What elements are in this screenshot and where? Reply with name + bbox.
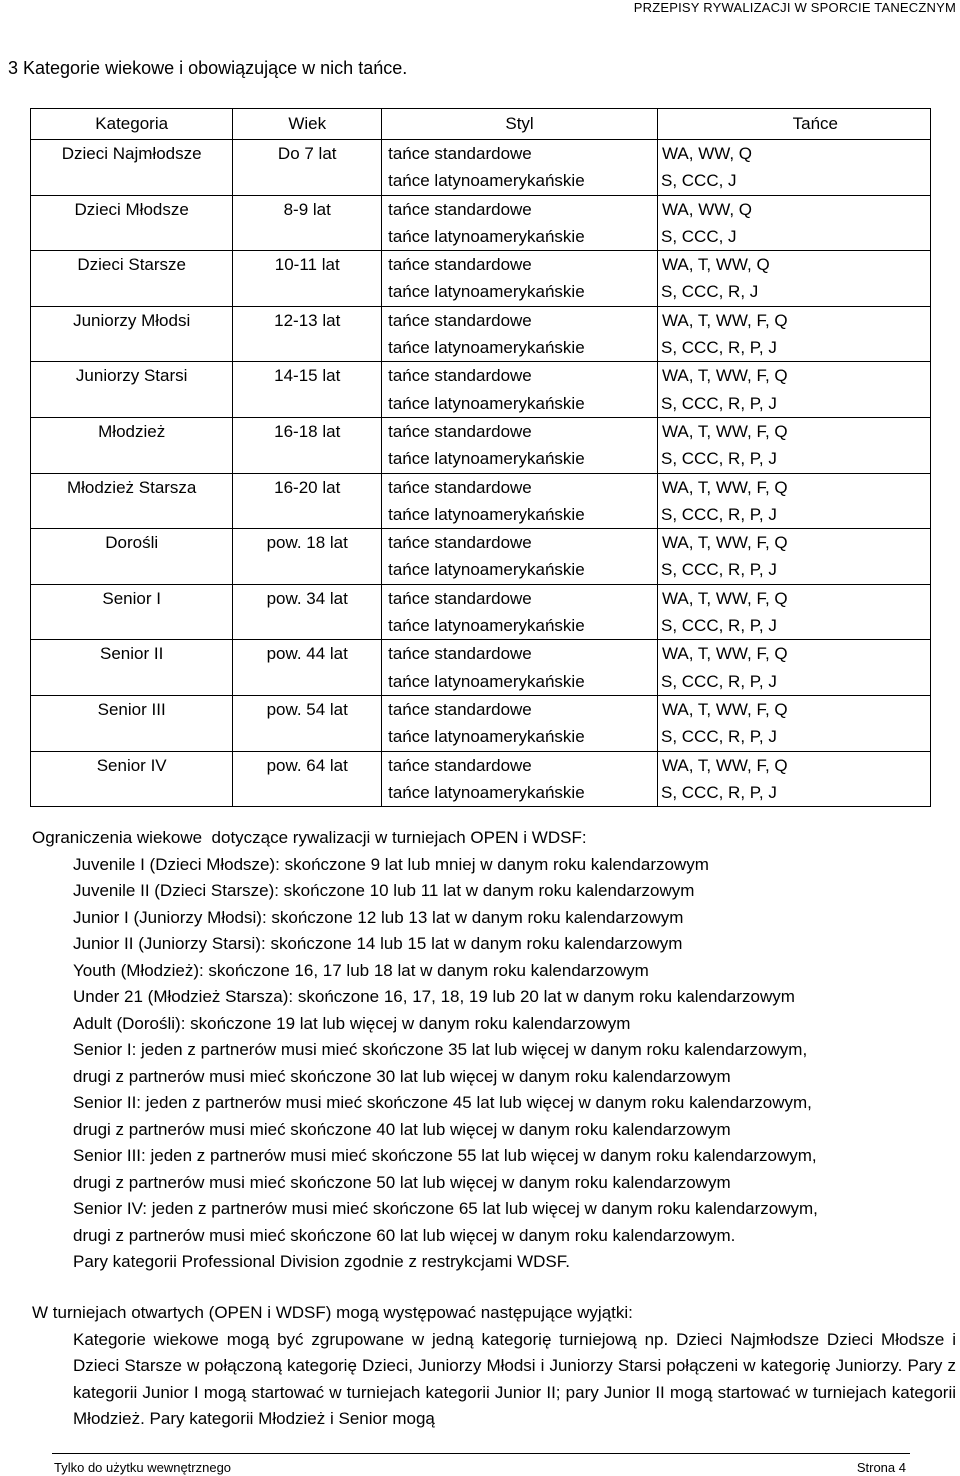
age-limit-line: Under 21 (Młodzież Starsza): skończone 16, 17, 18, 19 lub 20 lat w danym roku kalendarzowym [73, 987, 795, 1006]
cell-style-standard: tańce standardowe [382, 473, 658, 501]
exceptions-paragraph: Kategorie wiekowe mogą być zgrupowane w jedną kategorię turniejową np. Dzieci Najmłodsze Dzieci Młodsze i Dzieci Starsze w połączoną kategorię Dzieci, Juniorzy Młodsi i Juniorzy Starsi połączeni w kategorię Juniorzy. Pary z kategorii Junior I mogą startować w turniejach kategorii Junior II; pary Junior II mogą startować w turniejach kategorii Młodzież. Pary kategorii Młodzież i Senior mogą [73, 1329, 956, 1428]
cell-dances-standard: WA, T, WW, F, Q [658, 695, 931, 723]
age-limit-line: drugi z partnerów musi mieć skończone 60 lat lub więcej w danym roku kalendarzowym. [73, 1225, 736, 1245]
cell-empty [233, 390, 382, 418]
table-body [31, 140, 931, 807]
cell-empty [233, 334, 382, 362]
cell-empty [31, 445, 233, 473]
cell-age: pow. 64 lat [233, 751, 382, 779]
cell-age: pow. 34 lat [233, 584, 382, 612]
cell-style-latin: tańce latynoamerykańskie [382, 556, 658, 584]
cell-empty [31, 723, 233, 751]
footer-divider [52, 1453, 910, 1454]
running-header: PRZEPISY RYWALIZACJI W SPORCIE TANECZNYM [633, 0, 956, 15]
table-row [31, 445, 931, 473]
cell-dances-latin: S, CCC, R, P, J [658, 556, 931, 584]
cell-empty [233, 612, 382, 640]
cell-style-latin: tańce latynoamerykańskie [382, 501, 658, 529]
cell-category: Dzieci Najmłodsze [31, 140, 233, 168]
age-limit-line: Juvenile I (Dzieci Młodsze): skończone 9 lat lub mniej w danym roku kalendarzowym [73, 854, 709, 874]
cell-style-latin: tańce latynoamerykańskie [382, 334, 658, 362]
cell-empty [31, 556, 233, 584]
cell-dances-latin: S, CCC, R, P, J [658, 723, 931, 751]
cell-dances-latin: S, CCC, R, P, J [658, 668, 931, 696]
table-row [31, 473, 931, 501]
cell-age: 8-9 lat [233, 195, 382, 223]
cell-dances-latin: S, CCC, R, P, J [658, 334, 931, 362]
cell-age: pow. 44 lat [233, 640, 382, 668]
header-dances: Tańce [658, 109, 931, 140]
cell-age: 12-13 lat [233, 306, 382, 334]
age-categories-table [30, 108, 931, 807]
cell-dances-standard: WA, WW, Q [658, 140, 931, 168]
cell-dances-latin: S, CCC, R, P, J [658, 501, 931, 529]
cell-dances-standard: WA, WW, Q [658, 195, 931, 223]
table-row [31, 751, 931, 779]
cell-style-standard: tańce standardowe [382, 362, 658, 390]
cell-age: pow. 54 lat [233, 695, 382, 723]
cell-style-latin: tańce latynoamerykańskie [382, 612, 658, 640]
cell-style-latin: tańce latynoamerykańskie [382, 390, 658, 418]
age-limit-line: drugi z partnerów musi mieć skończone 30 lat lub więcej w danym roku kalendarzowym [73, 1066, 731, 1086]
cell-empty [233, 556, 382, 584]
age-limit-line: Adult (Dorośli): skończone 19 lat lub więcej w danym roku kalendarzowym [73, 1013, 631, 1033]
cell-style-standard: tańce standardowe [382, 695, 658, 723]
cell-style-standard: tańce standardowe [382, 251, 658, 279]
cell-empty [31, 668, 233, 696]
table-row [31, 417, 931, 445]
table-row [31, 390, 931, 418]
header-style: Styl [382, 109, 658, 140]
age-limit-line: Junior I (Juniorzy Młodsi): skończone 12 lub 13 lat w danym roku kalendarzowym [73, 907, 684, 927]
table-row [31, 306, 931, 334]
cell-category: Senior I [31, 584, 233, 612]
table-row [31, 167, 931, 195]
table-row [31, 334, 931, 362]
cell-style-standard: tańce standardowe [382, 529, 658, 557]
table-row [31, 251, 931, 279]
cell-dances-latin: S, CCC, R, P, J [658, 612, 931, 640]
table-row [31, 640, 931, 668]
cell-category: Młodzież [31, 417, 233, 445]
table-row [31, 501, 931, 529]
cell-dances-standard: WA, T, WW, F, Q [658, 584, 931, 612]
cell-empty [31, 390, 233, 418]
cell-style-latin: tańce latynoamerykańskie [382, 278, 658, 306]
age-limit-line: Youth (Młodzież): skończone 16, 17 lub 18 lat w danym roku kalendarzowym [73, 960, 649, 980]
cell-style-latin: tańce latynoamerykańskie [382, 779, 658, 807]
cell-style-latin: tańce latynoamerykańskie [382, 167, 658, 195]
cell-dances-latin: S, CCC, J [658, 223, 931, 251]
cell-empty [233, 723, 382, 751]
cell-empty [31, 167, 233, 195]
cell-empty [233, 278, 382, 306]
cell-style-latin: tańce latynoamerykańskie [382, 445, 658, 473]
cell-style-standard: tańce standardowe [382, 751, 658, 779]
cell-empty [233, 167, 382, 195]
cell-empty [31, 612, 233, 640]
table-row [31, 695, 931, 723]
cell-empty [233, 779, 382, 807]
cell-empty [31, 779, 233, 807]
age-limit-line: Senior II: jeden z partnerów musi mieć skończone 45 lat lub więcej w danym roku kalendarzowym, [73, 1093, 812, 1112]
header-age: Wiek [233, 109, 382, 140]
cell-category: Młodzież Starsza [31, 473, 233, 501]
cell-style-standard: tańce standardowe [382, 640, 658, 668]
cell-dances-standard: WA, T, WW, F, Q [658, 751, 931, 779]
cell-empty [31, 501, 233, 529]
age-limit-line: Pary kategorii Professional Division zgodnie z restrykcjami WDSF. [73, 1252, 570, 1271]
age-limit-line: Senior III: jeden z partnerów musi mieć skończone 55 lat lub więcej w danym roku kalendarzowym, [73, 1146, 817, 1165]
cell-empty [31, 334, 233, 362]
age-limit-line: Senior IV: jeden z partnerów musi mieć skończone 65 lat lub więcej w danym roku kalendarzowym, [73, 1199, 818, 1218]
cell-empty [233, 223, 382, 251]
exceptions-intro: W turniejach otwartych (OPEN i WDSF) mogą występować następujące wyjątki: [32, 1303, 633, 1322]
cell-category: Dzieci Starsze [31, 251, 233, 279]
cell-age: Do 7 lat [233, 140, 382, 168]
cell-dances-latin: S, CCC, R, P, J [658, 779, 931, 807]
cell-dances-standard: WA, T, WW, F, Q [658, 417, 931, 445]
age-limit-line: drugi z partnerów musi mieć skończone 40 lat lub więcej w danym roku kalendarzowym [73, 1119, 731, 1139]
cell-dances-latin: S, CCC, R, P, J [658, 390, 931, 418]
cell-empty [31, 223, 233, 251]
cell-style-standard: tańce standardowe [382, 195, 658, 223]
cell-category: Senior II [31, 640, 233, 668]
cell-dances-latin: S, CCC, R, J [658, 278, 931, 306]
cell-style-latin: tańce latynoamerykańskie [382, 223, 658, 251]
table-row [31, 556, 931, 584]
cell-dances-standard: WA, T, WW, F, Q [658, 306, 931, 334]
cell-style-standard: tańce standardowe [382, 417, 658, 445]
page-number: Strona 4 [856, 1460, 906, 1475]
table-row [31, 195, 931, 223]
cell-style-latin: tańce latynoamerykańskie [382, 723, 658, 751]
table-row [31, 278, 931, 306]
table-row [31, 584, 931, 612]
age-limits-list [32, 852, 818, 1276]
cell-dances-standard: WA, T, WW, F, Q [658, 529, 931, 557]
age-limit-line: Senior I: jeden z partnerów musi mieć skończone 35 lat lub więcej w danym roku kalendarzowym, [73, 1040, 808, 1059]
cell-age: pow. 18 lat [233, 529, 382, 557]
cell-style-standard: tańce standardowe [382, 306, 658, 334]
cell-style-standard: tańce standardowe [382, 584, 658, 612]
cell-dances-latin: S, CCC, J [658, 167, 931, 195]
age-limit-line: Juvenile II (Dzieci Starsze): skończone 10 lub 11 lat w danym roku kalendarzowym [73, 881, 695, 900]
section-title: 3 Kategorie wiekowe i obowiązujące w nich tańce. [8, 58, 408, 78]
cell-category: Juniorzy Młodsi [31, 306, 233, 334]
cell-age: 16-20 lat [233, 473, 382, 501]
cell-dances-standard: WA, T, WW, F, Q [658, 362, 931, 390]
cell-empty [233, 445, 382, 473]
cell-age: 16-18 lat [233, 417, 382, 445]
cell-style-standard: tańce standardowe [382, 140, 658, 168]
cell-category: Senior III [31, 695, 233, 723]
cell-age: 14-15 lat [233, 362, 382, 390]
table-row [31, 529, 931, 557]
cell-category: Dzieci Młodsze [31, 195, 233, 223]
cell-dances-standard: WA, T, WW, Q [658, 251, 931, 279]
age-limit-line: drugi z partnerów musi mieć skończone 50 lat lub więcej w danym roku kalendarzowym [73, 1172, 731, 1192]
cell-empty [31, 278, 233, 306]
age-limit-line: Junior II (Juniorzy Starsi): skończone 14 lub 15 lat w danym roku kalendarzowym [73, 934, 683, 953]
age-limits-section [32, 825, 818, 1276]
table-row [31, 140, 931, 168]
cell-dances-standard: WA, T, WW, F, Q [658, 640, 931, 668]
header-category: Kategoria [31, 109, 233, 140]
table-row [31, 223, 931, 251]
cell-empty [233, 668, 382, 696]
table-row [31, 779, 931, 807]
cell-dances-standard: WA, T, WW, F, Q [658, 473, 931, 501]
footer-note: Tylko do użytku wewnętrznego [54, 1460, 232, 1475]
cell-empty [233, 501, 382, 529]
cell-category: Juniorzy Starsi [31, 362, 233, 390]
table-header-row [31, 109, 931, 140]
table-row [31, 362, 931, 390]
age-limits-intro: Ograniczenia wiekowe dotyczące rywalizacji w turniejach OPEN i WDSF: [32, 828, 587, 847]
cell-category: Senior IV [31, 751, 233, 779]
cell-category: Dorośli [31, 529, 233, 557]
exceptions-section [32, 1300, 956, 1433]
table-row [31, 668, 931, 696]
cell-style-latin: tańce latynoamerykańskie [382, 668, 658, 696]
cell-age: 10-11 lat [233, 251, 382, 279]
cell-dances-latin: S, CCC, R, P, J [658, 445, 931, 473]
table-row [31, 723, 931, 751]
table-row [31, 612, 931, 640]
